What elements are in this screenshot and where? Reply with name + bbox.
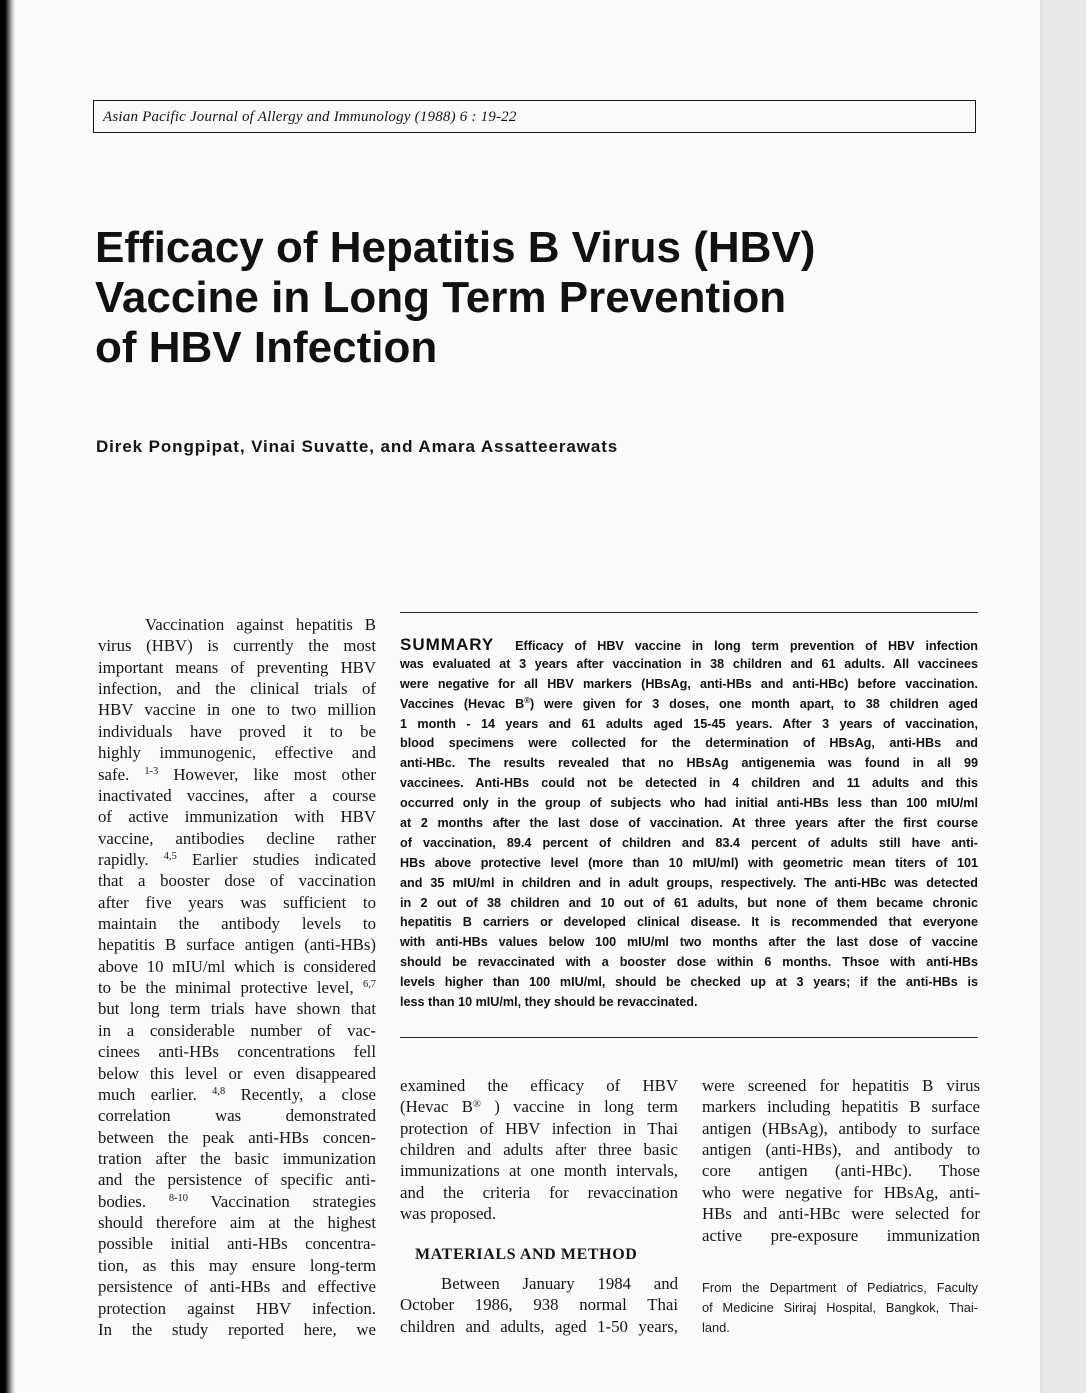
text-segment: Earlier studies indicated [176, 849, 376, 869]
title-line: Efficacy of Hepatitis B Virus (HBV) [95, 223, 816, 272]
body-line [400, 1096, 678, 1117]
summary-label: SUMMARY [400, 635, 495, 654]
body-line: in a considerable number of vac- [98, 1020, 376, 1040]
body-line: highly immunogenic, effective and [98, 743, 376, 763]
body-line: tration after the basic immunization [98, 1148, 376, 1168]
text-segment: bodies. [98, 1191, 169, 1211]
summary-body [400, 655, 978, 1013]
summary-line: anti-HBc. The results revealed that no HBsAg antigenemia was found in all 99 [400, 756, 978, 771]
summary-line: in 2 out of 38 children and 10 out of 61 adults, but none of them became chronic [400, 895, 978, 910]
body-line: infection, and the clinical trials of [98, 679, 376, 699]
body-line: should therefore aim at the highest [98, 1213, 376, 1233]
body-line: cinees anti-HBs concentrations fell [98, 1042, 376, 1062]
body-column-right [702, 1075, 980, 1246]
summary-line: and 35 mIU/ml in children and in adult groups, respectively. The anti-HBc was detected [400, 875, 978, 890]
body-line: HBV vaccine in one to two million [98, 700, 376, 720]
text-segment: Efficacy of HBV vaccine in long term prevention of HBV infection [515, 639, 979, 653]
superscript-reference: 8-10 [168, 1192, 188, 1204]
body-line: persistence of anti-HBs and effective [98, 1277, 376, 1297]
summary-line: 1 month - 14 years and 61 adults aged 15-45 years. After 3 years of vaccination, [400, 716, 978, 731]
footnote-line: of Medicine Siriraj Hospital, Bangkok, Thai- [702, 1300, 978, 1315]
body-column-left [98, 614, 376, 1340]
body-line: immunizations at one month intervals, [400, 1161, 678, 1181]
body-line: were screened for hepatitis B virus [702, 1076, 980, 1095]
body-line: Vaccination against hepatitis B [145, 615, 376, 634]
text-segment: much earlier. [98, 1084, 213, 1104]
body-line: that a booster dose of vaccination [98, 871, 376, 891]
footnote-line: land. [702, 1320, 730, 1335]
body-line: In the study reported here, we [98, 1319, 376, 1339]
body-line: vaccine, antibodies decline rather [98, 828, 376, 848]
title-line: Vaccine in Long Term Prevention [95, 273, 787, 322]
journal-citation-box [93, 100, 976, 133]
body-line [98, 1084, 376, 1105]
text-segment: Recently, a close [225, 1084, 377, 1104]
superscript-reference: 6,7 [362, 979, 376, 991]
summary-line: blood specimens were collected for the determination of HBsAg, anti-HBs and [400, 736, 978, 751]
text-segment: (Hevac B [400, 1097, 473, 1117]
body-line [98, 977, 376, 998]
body-line: protection against HBV infection. [98, 1298, 376, 1318]
title-line: of HBV Infection [95, 323, 438, 372]
text-segment: However, like most other [158, 764, 377, 784]
body-line: markers including hepatitis B surface [702, 1097, 980, 1117]
summary-line: vaccinees. Anti-HBs could not be detected in 4 children and 11 adults and this [400, 776, 978, 791]
summary-line: of vaccination, 89.4 percent of children and 83.4 percent of adults still have anti- [400, 835, 978, 850]
body-line: who were negative for HBsAg, anti- [702, 1182, 980, 1202]
body-line: but long term trials have shown that [98, 999, 376, 1019]
section-heading: MATERIALS AND METHOD [415, 1246, 638, 1263]
text-segment: rapidly. [98, 849, 164, 869]
body-line: was proposed. [400, 1204, 497, 1224]
body-column-middle [400, 1075, 678, 1225]
superscript-reference: ® [472, 1098, 481, 1110]
text-segment: to be the minimal protective level, [98, 978, 363, 998]
summary-line: hepatitis B carriers or developed clinical disease. It is recommended that everyone [400, 915, 978, 930]
summary-line: levels higher than 100 mIU/ml, should be checked up at 3 years; if the anti-HBs is [400, 975, 978, 990]
body-line [98, 849, 376, 870]
scan-border-right [1040, 0, 1086, 1393]
body-line: protection of HBV infection in Thai [400, 1118, 678, 1138]
body-line: antigen (HBsAg), antibody to surface [702, 1118, 980, 1138]
body-line: examined the efficacy of HBV [400, 1076, 678, 1095]
body-line: and the criteria for revaccination [400, 1182, 678, 1202]
body-line: correlation was demonstrated [98, 1106, 376, 1126]
scan-border-left [0, 0, 16, 1393]
body-line: below this level or even disappeared [98, 1063, 376, 1083]
body-line [98, 764, 376, 785]
body-line: HBs and anti-HBc were selected for [702, 1204, 980, 1224]
summary-line: were negative for all HBV markers (HBsAg, anti-HBs and anti-HBc) before vaccination. [400, 676, 978, 691]
superscript-reference: 4,5 [163, 851, 177, 863]
body-line: maintain the antibody levels to [98, 914, 376, 934]
summary-line: occurred only in the group of subjects who had initial anti-HBs less than 100 mIU/ml [400, 796, 978, 811]
body-line: virus (HBV) is currently the most [98, 636, 376, 656]
journal-citation: Asian Pacific Journal of Allergy and Immunology (1988) 6 : 19-22 [103, 109, 517, 125]
summary-bottom-rule [400, 1037, 978, 1038]
body-line: between the peak anti-HBs concen- [98, 1127, 376, 1147]
summary-line: with anti-HBs values below 100 mIU/ml two months after the last dose of vaccine [400, 935, 978, 950]
body-line: inactivated vaccines, after a course [98, 785, 376, 805]
body-line [98, 1191, 376, 1212]
summary-line [400, 695, 978, 715]
text-segment: ) vaccine in long term [480, 1097, 678, 1117]
summary-line [400, 635, 978, 655]
body-line: of active immunization with HBV [98, 807, 376, 827]
text-segment: safe. [98, 764, 145, 784]
summary-line: should be revaccinated with a booster dose within 6 months. Thsoe with anti-HBs [400, 955, 978, 970]
body-line: core antigen (anti-HBc). Those [702, 1161, 980, 1181]
superscript-reference: 1-3 [144, 765, 159, 777]
body-line: tion, as this may ensure long-term [98, 1255, 376, 1275]
superscript-reference: ® [524, 696, 530, 706]
summary-line: less than 10 mIU/ml, they should be revaccinated. [400, 995, 698, 1010]
body-line: antigen (anti-HBs), and antibody to [702, 1140, 980, 1160]
summary-line: HBs above protective level (more than 10 mIU/ml) with geometric mean titers of 101 [400, 855, 978, 870]
body-line: Between January 1984 and [441, 1274, 678, 1293]
body-line: active pre-exposure immunization [702, 1225, 980, 1245]
summary-abstract [400, 635, 978, 1013]
body-line: children and adults, aged 1-50 years, [400, 1316, 678, 1336]
body-line: important means of preventing HBV [98, 657, 376, 677]
summary-line: at 2 months after the last dose of vaccination. At three years after the first course [400, 816, 978, 831]
text-segment: Vaccination strategies [187, 1191, 376, 1211]
affiliation-footnote [702, 1278, 978, 1338]
body-line: possible initial anti-HBs concentra- [98, 1234, 376, 1254]
article-title [95, 223, 815, 373]
superscript-reference: 4,8 [212, 1086, 226, 1098]
text-segment: ) were given for 3 doses, one month apart, to 38 children aged [529, 696, 978, 711]
body-line: children and adults after three basic [400, 1140, 678, 1160]
body-line: after five years was sufficient to [98, 892, 376, 912]
summary-line: was evaluated at 3 years after vaccination in 38 children and 61 adults. All vaccinees [400, 656, 978, 671]
body-line: hepatitis B surface antigen (anti-HBs) [98, 935, 376, 955]
body-line: October 1986, 938 normal Thai [400, 1295, 678, 1315]
methods-paragraph [400, 1273, 678, 1337]
text-segment: Vaccines (Hevac B [400, 696, 525, 711]
author-list: Direk Pongpipat, Vinai Suvatte, and Amara Assatteerawats [96, 437, 619, 456]
body-line: individuals have proved it to be [98, 721, 376, 741]
body-line: above 10 mIU/ml which is considered [98, 956, 376, 976]
footnote-line: From the Department of Pediatrics, Faculty [702, 1280, 978, 1295]
summary-top-rule [400, 612, 978, 613]
body-line: and the persistence of specific anti- [98, 1170, 376, 1190]
